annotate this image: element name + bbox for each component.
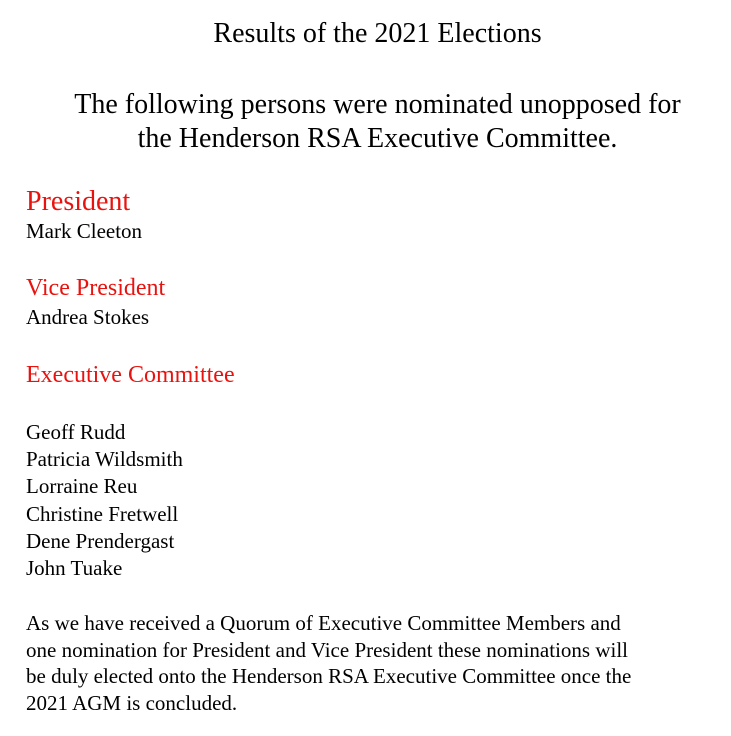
intro-line: The following persons were nominated unopposed for (74, 89, 681, 120)
vice-president-section (26, 274, 165, 331)
executive-committee-heading: Executive Committee (26, 362, 235, 388)
intro-paragraph (0, 88, 731, 156)
closing-line: 2021 AGM is concluded. (26, 690, 238, 715)
list-item: Christine Fretwell (26, 501, 179, 526)
list-item: Patricia Wildsmith (26, 447, 183, 472)
president-section (26, 186, 142, 245)
list-item: Geoff Rudd (26, 420, 126, 444)
list-item: Dene Prendergast (26, 528, 175, 553)
page-title: Results of the 2021 Elections (213, 18, 542, 49)
president-name: Mark Cleeton (26, 219, 143, 243)
closing-line: one nomination for President and Vice President these nominations will (26, 637, 628, 662)
closing-line: As we have received a Quorum of Executive Committee Members and (26, 611, 621, 635)
vice-president-name: Andrea Stokes (26, 305, 150, 329)
intro-line: the Henderson RSA Executive Committee. (137, 123, 618, 154)
list-item: John Tuake (26, 556, 123, 581)
closing-paragraph (26, 610, 726, 716)
closing-line: be duly elected onto the Henderson RSA Executive Committee once the (26, 664, 632, 689)
executive-committee-list (26, 419, 183, 582)
president-heading: President (26, 186, 131, 217)
list-item: Lorraine Reu (26, 474, 138, 499)
vice-president-heading: Vice President (26, 275, 166, 301)
executive-committee-section (26, 361, 235, 389)
